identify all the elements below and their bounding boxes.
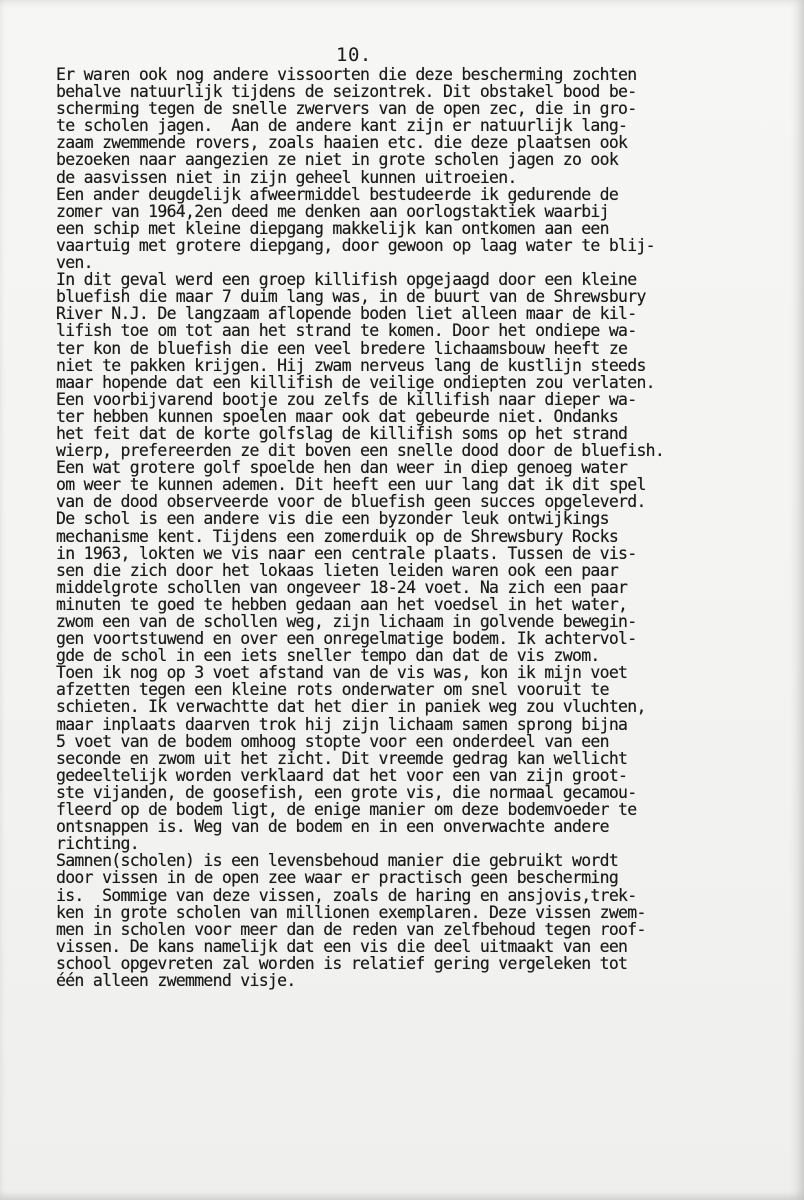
- text-line: maar inplaats daarven trok hij zijn lichaam samen sprong bijna: [56, 714, 628, 734]
- text-line: Er waren ook nog andere vissoorten die deze bescherming zochten: [56, 65, 637, 84]
- text-line: Samnen(scholen) is een levensbehoud manier die gebruikt wordt: [56, 851, 619, 871]
- text-line: is. Sommige van deze vissen, zoals de haring en ansjovis,trek-: [56, 885, 637, 905]
- text-line: ken in grote scholen van millionen exemplaren. Deze vissen zwem-: [56, 902, 646, 922]
- text-line: De schol is een andere vis die een byzonder leuk ontwijkings: [56, 509, 609, 529]
- text-line: een schip met kleine diepgang makkelijk kan ontkomen aan een: [56, 218, 609, 238]
- text-line: zwom een van de schollen weg, zijn lichaam in golvende bewegin-: [56, 612, 637, 631]
- text-line: minuten te goed te hebben gedaan aan het voedsel in het water,: [56, 594, 628, 614]
- text-line: lifish toe om tot aan het strand te komen. Door het ondiepe wa-: [56, 321, 637, 341]
- text-line: sen die zich door het lokaas lieten leiden waren ook een paar: [56, 560, 619, 580]
- text-line: één alleen zwemmend visje.: [56, 970, 296, 990]
- text-line: ste vijanden, de goosefish, een grote vis, die normaal gecamou-: [56, 782, 637, 802]
- text-line: maar hopende dat een killifish de veilige ondiepten zou verlaten.: [56, 372, 655, 392]
- text-line: te scholen jagen. Aan de andere kant zijn er natuurlijk lang-: [56, 116, 628, 136]
- text-line: Toen ik nog op 3 voet afstand van de vis was, kon ik mijn voet: [56, 663, 628, 683]
- text-line: In dit geval werd een groep killifish opgejaagd door een kleine: [56, 270, 637, 290]
- text-line: richting.: [56, 834, 139, 854]
- text-line: ontsnappen is. Weg van de bodem en in een onverwachte andere: [56, 817, 609, 837]
- text-line: middelgrote schollen van ongeveer 18-24 voet. Na zich een paar: [56, 577, 628, 597]
- text-line: ter kon de bluefish die een veel bredere lichaamsbouw heeft ze: [56, 338, 628, 358]
- page-number: 10.: [336, 44, 372, 66]
- text-line: wierp, prefereerden ze dit boven een snelle dood door de bluefish.: [56, 441, 665, 461]
- text-line: River N.J. De langzaam aflopende boden liet alleen maar de kil-: [56, 304, 637, 324]
- text-line: Een voorbijvarend bootje zou zelfs de killifish naar dieper wa-: [56, 389, 637, 409]
- text-line: door vissen in de open zee waar er practisch geen bescherming: [56, 868, 619, 888]
- text-line: om weer te kunnen ademen. Dit heeft een uur lang dat ik dit spel: [56, 475, 646, 495]
- text-line: bezoeken naar aangezien ze niet in grote scholen jagen zo ook: [56, 150, 619, 170]
- text-line: vissen. De kans namelijk dat een vis die deel uitmaakt van een: [56, 936, 628, 956]
- text-line: mechanisme kent. Tijdens een zomerduik op de Shrewsbury Rocks: [56, 526, 619, 546]
- text-line: ter hebben kunnen spoelen maar ook dat gebeurde niet. Ondanks: [56, 406, 619, 426]
- text-line: behalve natuurlijk tijdens de seizontrek. Dit obstakel bood be-: [56, 82, 637, 102]
- text-line: afzetten tegen een kleine rots onderwater om snel vooruit te: [56, 680, 609, 700]
- text-line: schieten. Ik verwachtte dat het dier in paniek weg zou vluchten,: [56, 697, 646, 717]
- text-line: zaam zwemmende rovers, zoals haaien etc. die deze plaatsen ook: [56, 133, 628, 153]
- text-line: seconde en zwom uit het zicht. Dit vreemde gedrag kan wellicht: [56, 748, 628, 768]
- text-line: zomer van 1964,2en deed me denken aan oorlogstaktiek waarbij: [56, 201, 609, 221]
- text-line: Een wat grotere golf spoelde hen dan weer in diep genoeg water: [56, 458, 628, 478]
- text-line: Een ander deugdelijk afweermiddel bestudeerde ik gedurende de: [56, 184, 619, 204]
- text-line: gedeeltelijk worden verklaard dat het voor een van zijn groot-: [56, 765, 628, 785]
- text-line: 5 voet van de bodem omhoog stopte voor een onderdeel van een: [56, 731, 609, 751]
- text-line: niet te pakken krijgen. Hij zwam nerveus lang de kustlijn steeds: [56, 355, 646, 375]
- text-line: gen voortstuwend en over een onregelmatige bodem. Ik achtervol-: [56, 629, 637, 649]
- text-line: bluefish die maar 7 duim lang was, in de buurt van de Shrewsbury: [56, 287, 646, 307]
- text-line: men in scholen voor meer dan de reden van zelfbehoud tegen roof-: [56, 919, 646, 939]
- body-text: [56, 66, 796, 989]
- text-line: gde de schol in een iets sneller tempo dan dat de vis zwom.: [56, 646, 600, 666]
- text-line: het feit dat de korte golfslag de killifish soms op het strand: [56, 423, 628, 443]
- text-line: in 1963, lokten we vis naar een centrale plaats. Tussen de vis-: [56, 543, 637, 563]
- text-line: ven.: [56, 253, 93, 273]
- text-line: fleerd op de bodem ligt, de enige manier om deze bodemvoeder te: [56, 800, 637, 820]
- text-line: vaartuig met grotere diepgang, door gewoon op laag water te blij-: [56, 235, 655, 255]
- text-line: de aasvissen niet in zijn geheel kunnen uitroeien.: [56, 167, 517, 187]
- text-line: school opgevreten zal worden is relatief gering vergeleken tot: [56, 953, 628, 973]
- text-line: van de dood observeerde voor de bluefish geen succes opgeleverd.: [56, 492, 646, 512]
- text-line: scherming tegen de snelle zwervers van de open zec, die in gro-: [56, 99, 637, 119]
